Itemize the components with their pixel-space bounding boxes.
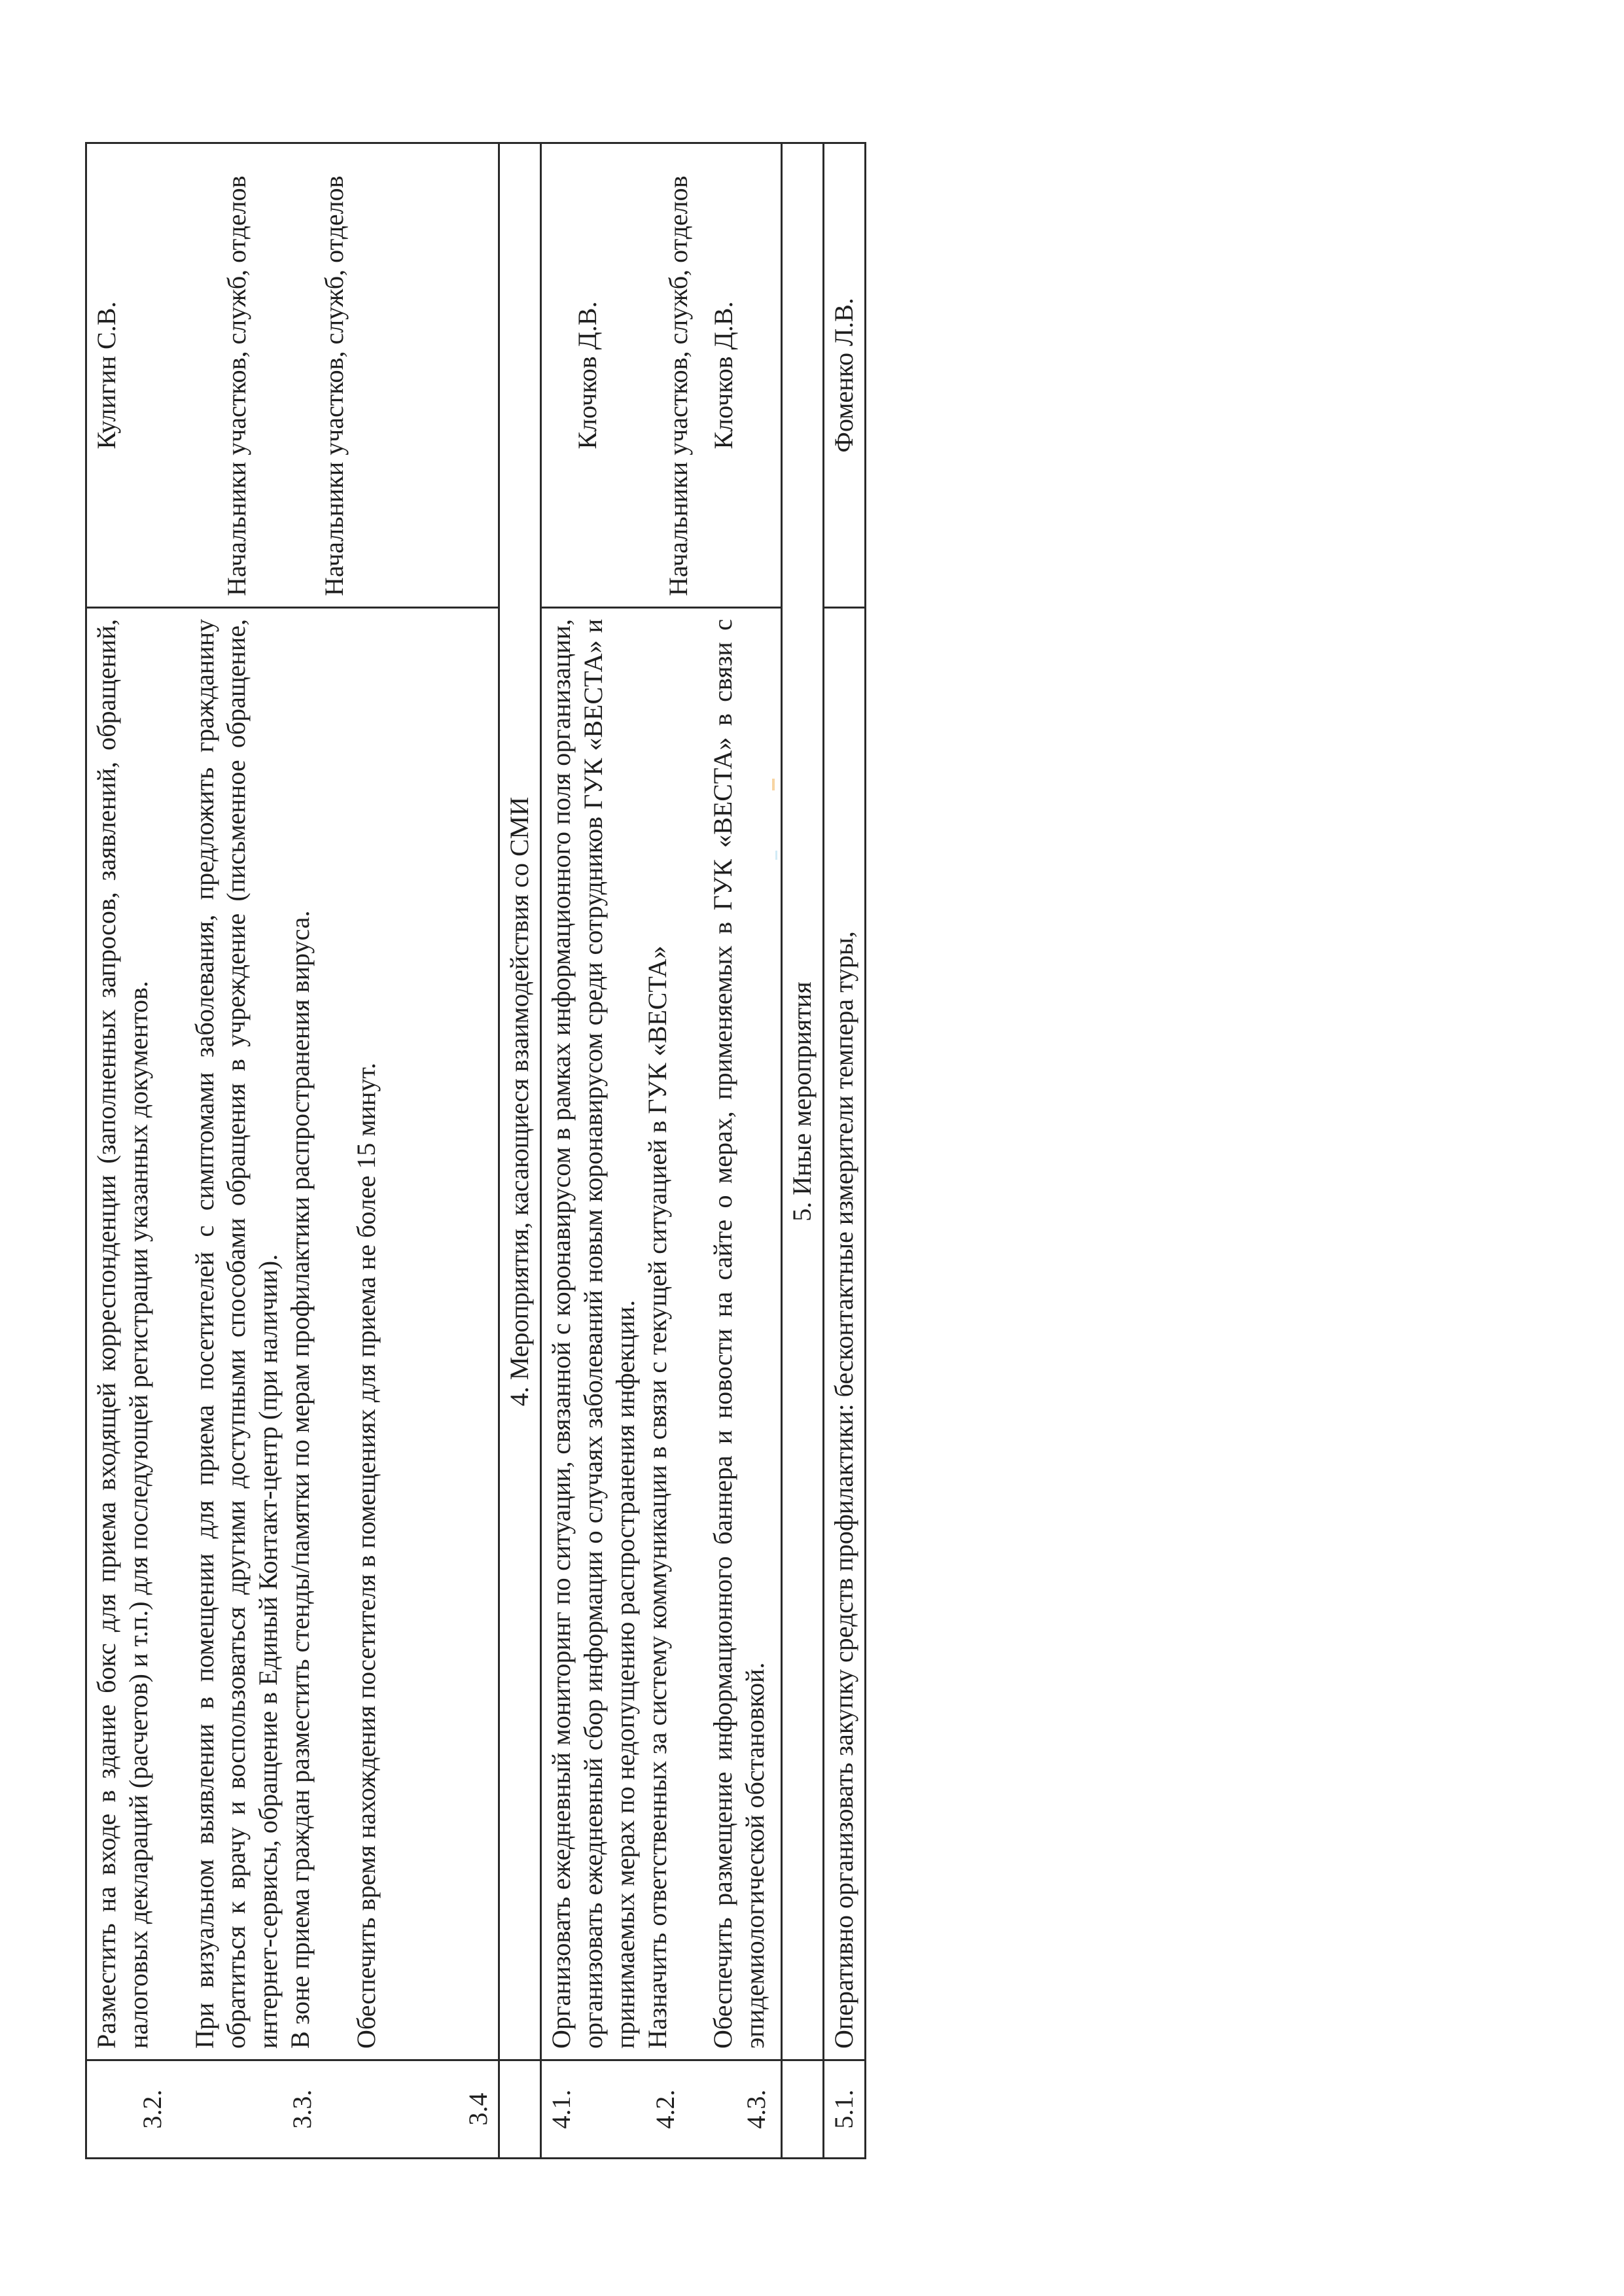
action-text: Назначить ответственных за систему коммуникации в связи с текущей ситуацией в ГУК «ВЕСТА» (642, 945, 672, 2049)
action-3-3 (189, 619, 317, 2049)
action-text: Разместить на входе в здание бокс для приема входящей корреспонденции (заполненных запросов, заявлений, обращений, налоговых деклараций (расчетов) и т.п.) для последующей регистрации указанных документов. (92, 619, 153, 2049)
responsible-cell (86, 143, 499, 608)
responsible-name: Кулигин С.В. (92, 301, 121, 450)
table-row (86, 143, 499, 2159)
responsible-name: Начальники участков, служб, отделов (663, 175, 693, 596)
item-number: 4.2. (650, 2089, 680, 2129)
empty-cell (781, 2060, 823, 2159)
action-3-4 (351, 619, 383, 2049)
action-text: Оперативно организовать закупку средств профилактики: бесконтактные измерители темпера туры, (828, 931, 858, 2049)
section-heading-row (781, 143, 823, 2159)
responsible-name: Клочков Д.В. (708, 301, 738, 450)
responsible-name: Фоменко Л.В. (828, 298, 858, 453)
responsible-name: Начальники участков, служб, отделов (221, 175, 251, 596)
table-row (823, 143, 865, 2159)
action-text: В зоне приема граждан разместить стенды/памятки по мерам профилактики распространения вируса. (285, 910, 315, 2049)
action-text: Организовать ежедневный мониторинг по ситуации, связанной с коронавирусом в рамках информационного поля организации, организовать ежедневный сбор информации о случаях заболеваний новым коронавирусом среди сотрудников ГУК «ВЕСТА» и принимаемых мерах по недопущению распространения инфекции. (546, 619, 640, 2049)
responsible-cell (823, 143, 865, 608)
action-text: Обеспечить размещение информационного баннера и новости на сайте о мерах, применяемых в ГУК «ВЕСТА» в связи с эпидемиологической обстановкой. (708, 619, 770, 2049)
rotated-document-page (85, 144, 1538, 2159)
item-number: 3.3. (287, 2089, 317, 2129)
item-number-cell (86, 2060, 499, 2159)
action-4-2 (642, 619, 674, 2049)
action-4-3 (707, 619, 771, 2049)
item-number: 4.1. (546, 2089, 576, 2129)
action-cell (86, 608, 499, 2060)
responsible-name: Клочков Д.В. (573, 301, 603, 450)
action-text: Обеспечить время нахождения посетителя в помещениях для приема не более 15 минут. (351, 1063, 381, 2049)
table-row (541, 143, 782, 2159)
action-plan-table (85, 142, 866, 2159)
item-number-cell (541, 2060, 782, 2159)
action-cell (823, 608, 865, 2060)
item-number: 5.1. (828, 2089, 858, 2129)
section-heading-row (499, 143, 541, 2159)
action-cell (541, 608, 782, 2060)
responsible-cell (541, 143, 782, 608)
action-3-2 (91, 619, 155, 2049)
item-number-cell (823, 2060, 865, 2159)
action-text: При визуальном выявлении в помещении для приема посетителей с симптомами заболевания, предложить гражданину обратиться к врачу и воспользоваться другими доступными способами обращения в учреждение (письменное обращение, интернет-сервисы, обращение в Единый Контакт-центр (при наличии). (189, 619, 283, 2049)
section-heading: 4. Мероприятия, касающиеся взаимодействия со СМИ (499, 143, 541, 2060)
action-4-1 (546, 619, 641, 2049)
item-number: 3.2. (137, 2089, 167, 2129)
responsible-name: Начальники участков, служб, отделов (319, 175, 349, 596)
empty-cell (499, 2060, 541, 2159)
item-number: 3.4 (463, 2093, 493, 2126)
item-number: 4.3. (741, 2089, 771, 2129)
section-heading: 5. Иные мероприятия (781, 143, 823, 2060)
